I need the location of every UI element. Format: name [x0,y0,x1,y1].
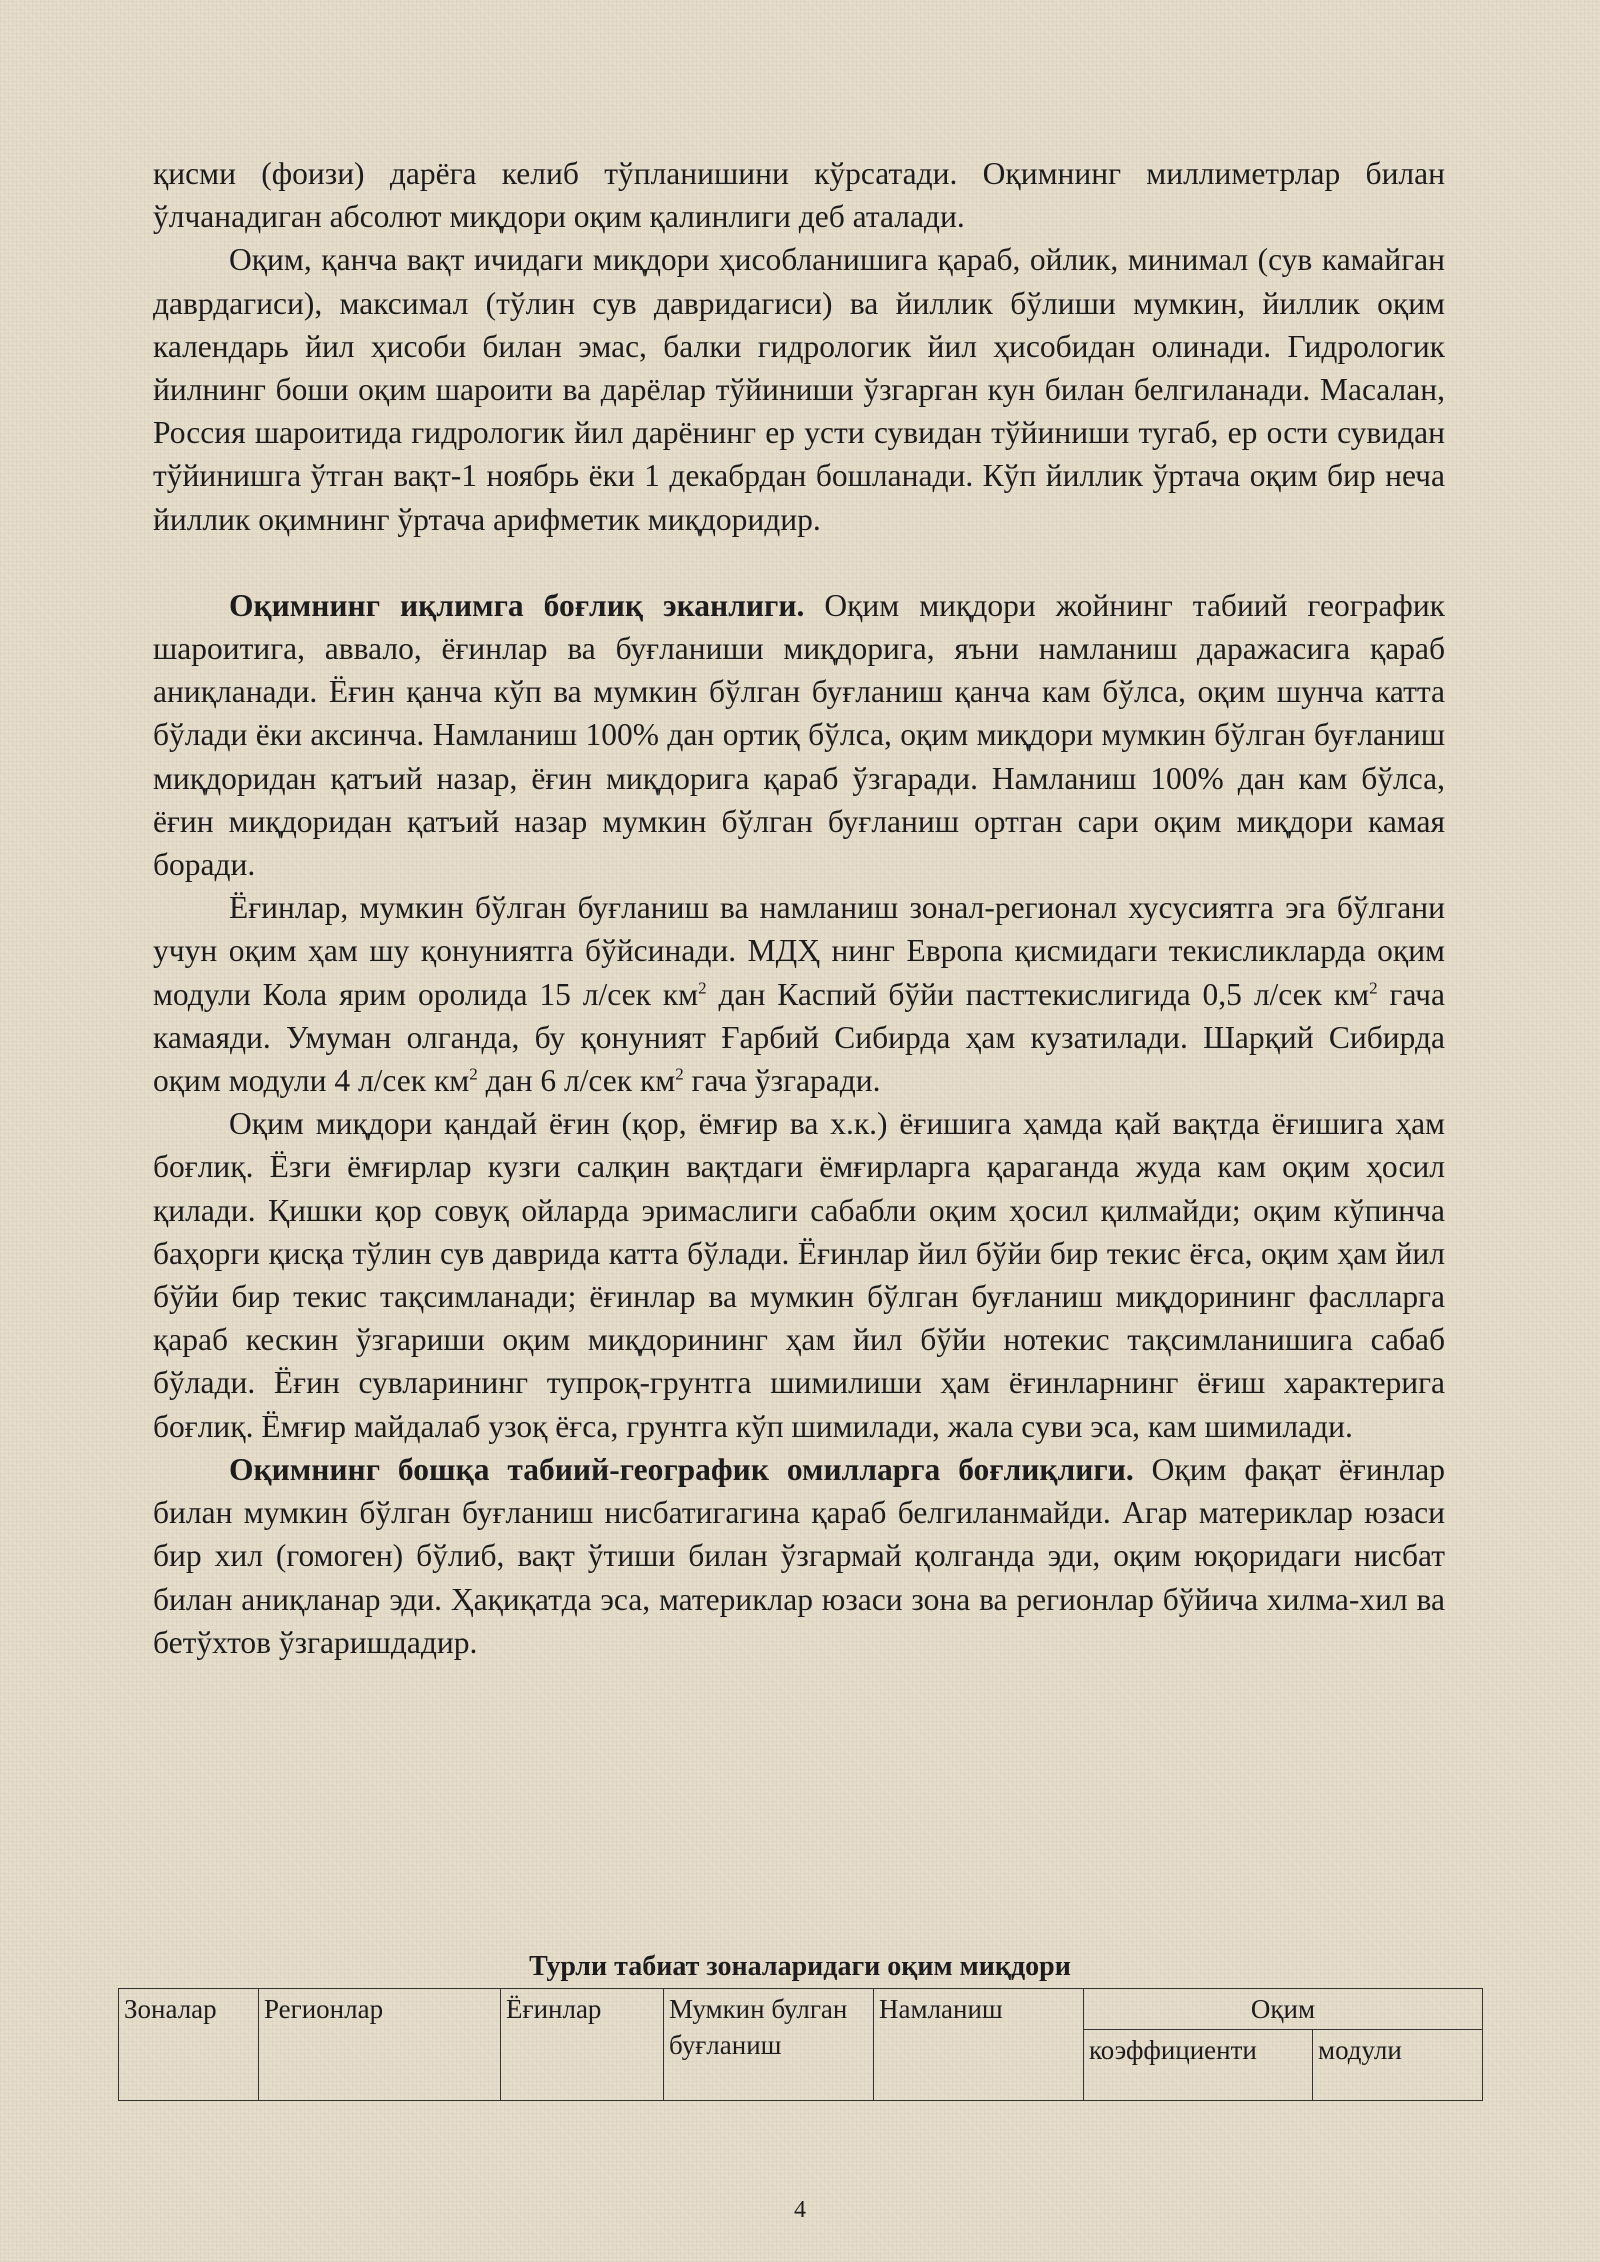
header-regions: Регионлар [259,1989,501,2101]
header-runoff: Оқим [1084,1989,1483,2030]
body-text [153,152,1445,1664]
paragraph-4-part: гача камаяди. Умуман олганда, бу қонуният Ғарбий Сибирда ҳам кузатилади. Шарқий Сибирда оқим модули 4 л/сек км [153,976,1445,1099]
runoff-table [118,1988,1483,2101]
paragraph-4-part: дан Каспий бўйи пасттекислигида 0,5 л/сек км [706,976,1370,1012]
paragraph-1: қисми (фоизи) дарёга келиб тўпланишини кўрсатади. Оқимнинг миллиметрлар билан ўлчанадиган абсолют миқдори оқим қалинлиги деб аталади. [153,156,1445,235]
header-zones: Зоналар [119,1989,259,2101]
paragraph-2: Оқим, қанча вақт ичидаги миқдори ҳисобланишига қараб, ойлик, минимал (сув камайган даврдагиси), максимал (тўлин сув давридагиси) ва йиллик бўлиши мумкин, йиллик оқим календарь йил ҳисоби билан эмас, балки гидрологик йил ҳисобидан олинади. Гидрологик йилнинг боши оқим шароити ва дарёлар тўйиниши ўзгарган кун билан белгиланади. Масалан, Россия шароитида гидрологик йил дарёнинг ер усти сувидан тўйиниши тугаб, ер ости сувидан тўйинишга ўтган вақт-1 ноябрь ёки 1 декабрдан бошланади. Кўп йиллик ўртача оқим бир неча йиллик оқимнинг ўртача арифметик миқдоридир. [153,242,1445,537]
header-humidity: Намланиш [874,1989,1084,2101]
section-heading-factors: Оқимнинг бошқа табиий-географик омилларга боғлиқлиги. [229,1451,1134,1487]
paragraph-4-part: дан 6 л/сек км [477,1063,676,1099]
paragraph-6-text: Оқим фақат ёғинлар билан мумкин бўлган буғланиш нисбатигагина қараб белгиланмайди. Агар материклар юзаси бир хил (гомоген) бўлиб, вақт ўтиши билан ўзгармай қолганда эди, оқим юқоридаги нисбат билан аниқланар эди. Ҳақиқатда эса, материклар юзаси зона ва регионлар бўйича хилма-хил ва бетўхтов ўзгаришдадир. [153,1451,1445,1660]
paragraph-4-part: Ёғинлар, мумкин бўлган буғланиш ва намланиш зонал-регионал хусусиятга эга бўлгани учун оқим ҳам шу қонуниятга бўйсинади. МДҲ нинг Европа қисмидаги текисликларда оқим модули Кола ярим оролида 15 л/сек км [153,890,1445,1012]
paragraph-6 [153,1448,1445,1664]
paragraph-4 [153,886,1445,1102]
superscript: 2 [1369,978,1378,998]
section-heading-climate: Оқимнинг иқлимга боғлиқ эканлиги. [229,587,805,623]
header-precipitation: Ёғинлар [501,1989,664,2101]
superscript: 2 [675,1064,684,1084]
page-number: 4 [794,2197,806,2223]
superscript: 2 [698,978,707,998]
paragraph-4-part: гача ўзгаради. [683,1063,881,1099]
header-coefficient: коэффициенти [1084,2030,1313,2101]
superscript: 2 [469,1064,478,1084]
table-title: Турли табиат зоналаридаги оқим миқдори [529,1951,1071,1982]
table-header-row [119,1989,1483,2030]
header-module: модули [1313,2030,1483,2101]
paragraph-5: Оқим миқдори қандай ёғин (қор, ёмғир ва х.к.) ёғишига ҳамда қай вақтда ёғишига ҳам боғлиқ. Ёзги ёмғирлар кузги салқин вақтдаги ёмғирларга қараганда жуда кам оқим ҳосил қилади. Қишки қор совуқ ойларда эримаслиги сабабли оқим ҳосил қилмайди; оқим кўпинча баҳорги қисқа тўлин сув даврида катта бўлади. Ёғинлар йил бўйи бир текис ёғса, оқим ҳам йил бўйи бир текис тақсимланади; ёғинлар ва мумкин бўлган буғланиш миқдорининг фаслларга қараб кескин ўзгариши оқим миқдорининг ҳам йил бўйи нотекис тақсимланишига сабаб бўлади. Ёғин сувларининг тупроқ-грунтга шимилиши ҳам ёғинларнинг ёғиш характерига боғлиқ. Ёмғир майдалаб узоқ ёғса, грунтга кўп шимилади, жала суви эса, кам шимилади. [153,1106,1445,1444]
header-evaporation: Мумкин булган буғланиш [664,1989,874,2101]
paragraph-3-text: Оқим миқдори жойнинг табиий географик шароитига, аввало, ёғинлар ва буғланиши миқдорига, яъни намланиш даражасига қараб аниқланади. Ёғин қанча кўп ва мумкин бўлган буғланиш қанча кам бўлса, оқим шунча катта бўлади ёки аксинча. Намланиш 100% дан ортиқ бўлса, оқим миқдори мумкин бўлган буғланиш миқдоридан қатъий назар, ёғин миқдорига қараб ўзгаради. Намланиш 100% дан кам бўлса, ёғин миқдоридан қатъий назар мумкин бўлган буғланиш ортган сари оқим миқдори камая боради. [153,587,1445,883]
paragraph-3 [153,584,1445,886]
